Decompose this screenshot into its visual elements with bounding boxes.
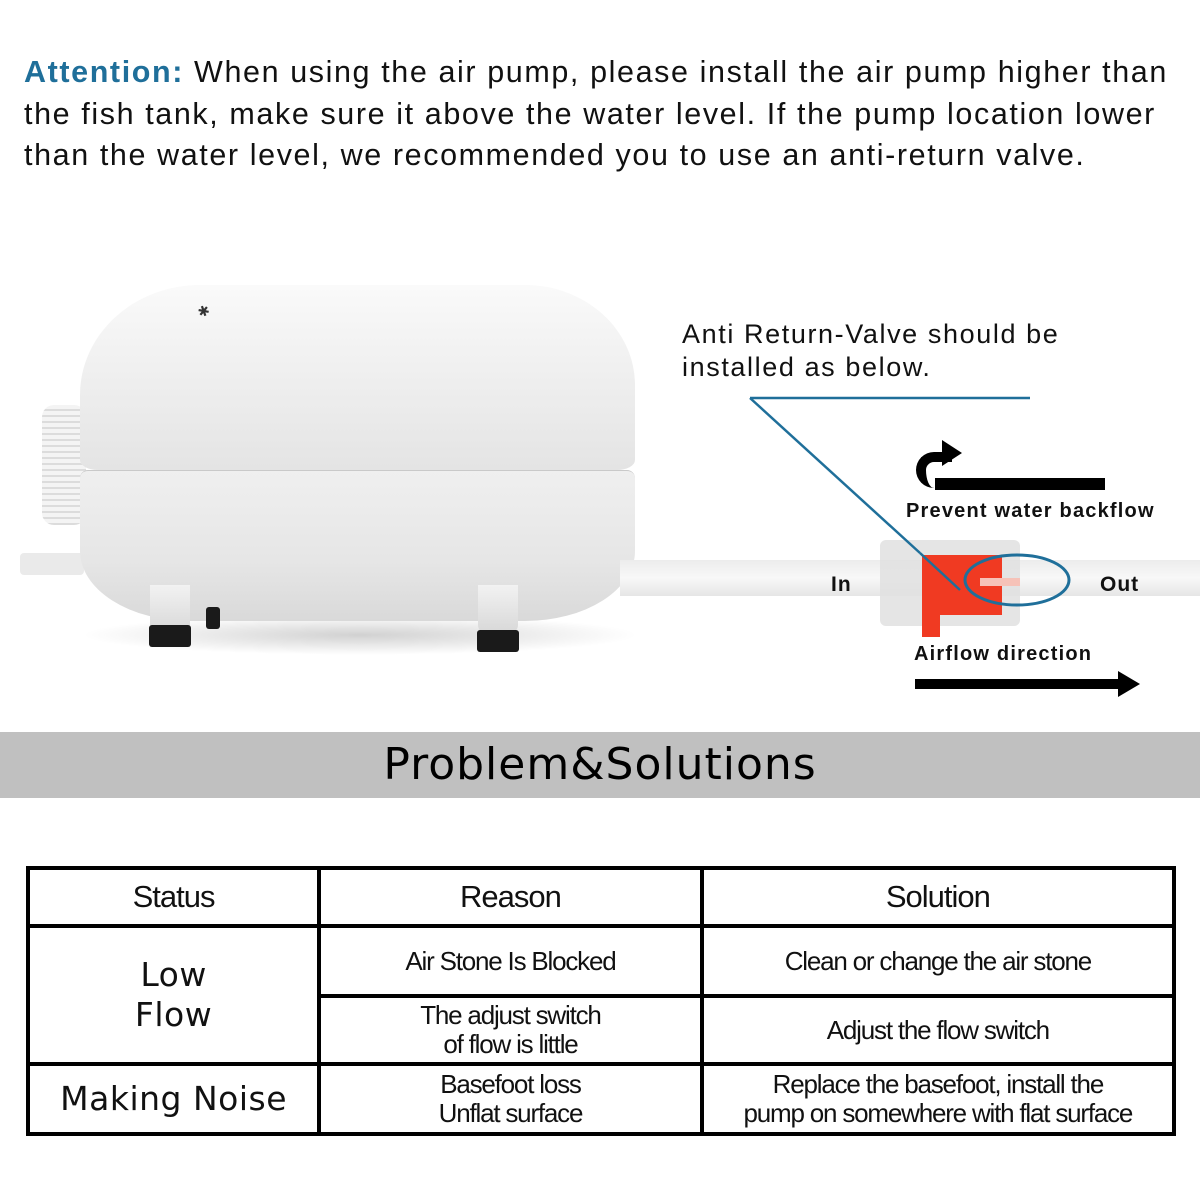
reason-line: The adjust switch (420, 1000, 601, 1030)
valve-title-line1: Anti Return-Valve should be (682, 319, 1060, 349)
table-row (28, 1064, 1174, 1134)
header-solution: Solution (702, 868, 1174, 926)
table-header-row (28, 868, 1174, 926)
reason-line: Unflat surface (438, 1098, 583, 1128)
header-status: Status (28, 868, 319, 926)
solution-cell (702, 1064, 1174, 1134)
in-label: In (831, 573, 852, 596)
solution-cell: Adjust the flow switch (702, 996, 1174, 1064)
reason-cell (319, 1064, 702, 1134)
banner-title: Problem&Solutions (383, 739, 817, 790)
solution-cell: Clean or change the air stone (702, 926, 1174, 996)
status-line: Low (140, 955, 207, 994)
attention-text: When using the air pump, please install the air pump higher than the fish tank, make sure it above the water level. If the pump location lower than the water level, we recommended you to use an anti-return valve. (24, 55, 1168, 172)
reason-line: of flow is little (443, 1029, 578, 1059)
backflow-label: Prevent water backflow (906, 500, 1155, 522)
valve-title-line2: installed as below. (682, 352, 932, 382)
status-line: Flow (134, 995, 213, 1034)
reason-cell: Air Stone Is Blocked (319, 926, 702, 996)
reason-line: Basefoot loss (440, 1069, 581, 1099)
reason-cell (319, 996, 702, 1064)
solution-line: Replace the basefoot, install the (772, 1069, 1104, 1099)
problem-solutions-table (26, 866, 1176, 1136)
attention-label: Attention: (24, 55, 184, 89)
solution-line: pump on somewhere with flat surface (743, 1098, 1133, 1128)
status-making-noise: Making Noise (28, 1064, 319, 1134)
header-reason: Reason (319, 868, 702, 926)
problem-solutions-banner (0, 732, 1200, 798)
brand-logo-icon: ✱ (195, 301, 212, 321)
out-label: Out (1100, 573, 1140, 596)
table-row (28, 926, 1174, 996)
airflow-label: Airflow direction (914, 643, 1093, 665)
status-low-flow (28, 926, 319, 1064)
